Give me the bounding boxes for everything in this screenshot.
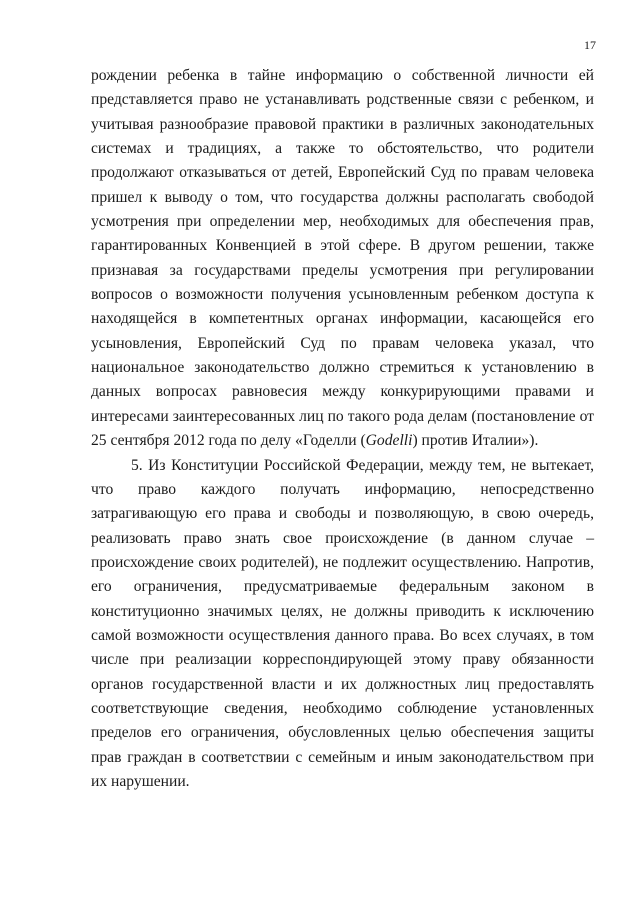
text-line: происхождение своих родителей), не подлежит осуществлению. Напротив, [91, 553, 594, 571]
text-line: самой возможности осуществления данного права. Во всех случаях, в том [91, 626, 594, 644]
text-line: признавая за государствами пределы усмотрения при регулировании [91, 261, 594, 279]
text-line: продолжают отказываться от детей, Европейский Суд по правам человека [91, 164, 594, 182]
text-line: гарантированных Конвенцией в этой сфере. В другом решении, также [91, 237, 594, 255]
text-line: интересами заинтересованных лиц по такого рода делам (постановление от [91, 407, 594, 425]
text-line: затрагивающую его права и свободы и позволяющую, в свою очередь, [91, 505, 594, 523]
text-line: пришел к выводу о том, что государства должны располагать свободой [91, 188, 594, 206]
page-number: 17 [584, 38, 596, 52]
text-line-last [91, 429, 594, 453]
text-fragment: ) против Италии»). [412, 432, 539, 450]
text-line: находящейся в компетентных органах информации, касающейся его [91, 310, 594, 328]
text-line-first: 5. Из Конституции Российской Федерации, между тем, не вытекает, [131, 456, 594, 474]
text-line: числе при реализации корреспондирующей этому праву обязанности [91, 651, 594, 669]
paragraph-1 [91, 64, 594, 454]
text-line: органов государственной власти и их должностных лиц предоставлять [91, 675, 594, 693]
text-line: что право каждого получать информацию, непосредственно [91, 480, 594, 498]
text-line: реализовать право знать свое происхождение (в данном случае – [91, 529, 594, 547]
text-line: усыновления, Европейский Суд по правам человека указал, что [91, 334, 594, 352]
text-fragment: 25 сентября 2012 года по делу «Годелли ( [91, 432, 366, 450]
text-line: его ограничения, предусматриваемые федеральным законом в [91, 578, 594, 596]
text-line: прав граждан в соответствии с семейным и иным законодательством при [91, 748, 594, 766]
text-line-last: их нарушении. [91, 772, 190, 790]
text-line: конституционно значимых целях, не должны приводить к исключению [91, 602, 594, 620]
body-text [91, 64, 594, 794]
text-line: рождении ребенка в тайне информацию о собственной личности ей [91, 67, 594, 84]
paragraph-2 [91, 454, 594, 795]
text-line: учитывая разнообразие правовой практики в различных законодательных [91, 115, 594, 133]
text-line: усмотрения при определении мер, необходимых для обеспечения прав, [91, 213, 594, 231]
italic-case-name: Godelli [365, 432, 413, 450]
text-line: системах и традициях, а также то обстоятельство, что родители [91, 140, 594, 158]
text-line: пределов его ограничения, обусловленных целью обеспечения защиты [91, 724, 594, 742]
text-line: вопросов о возможности получения усыновленным ребенком доступа к [91, 286, 594, 304]
text-line: национальное законодательство должно стремиться к установлению в [91, 359, 594, 377]
text-line: данных вопросах равновесия между конкурирующими правами и [91, 383, 594, 401]
text-line: представляется право не устанавливать родственные связи с ребенком, и [91, 91, 594, 109]
text-line: соответствующие сведения, необходимо соблюдение установленных [91, 699, 594, 717]
